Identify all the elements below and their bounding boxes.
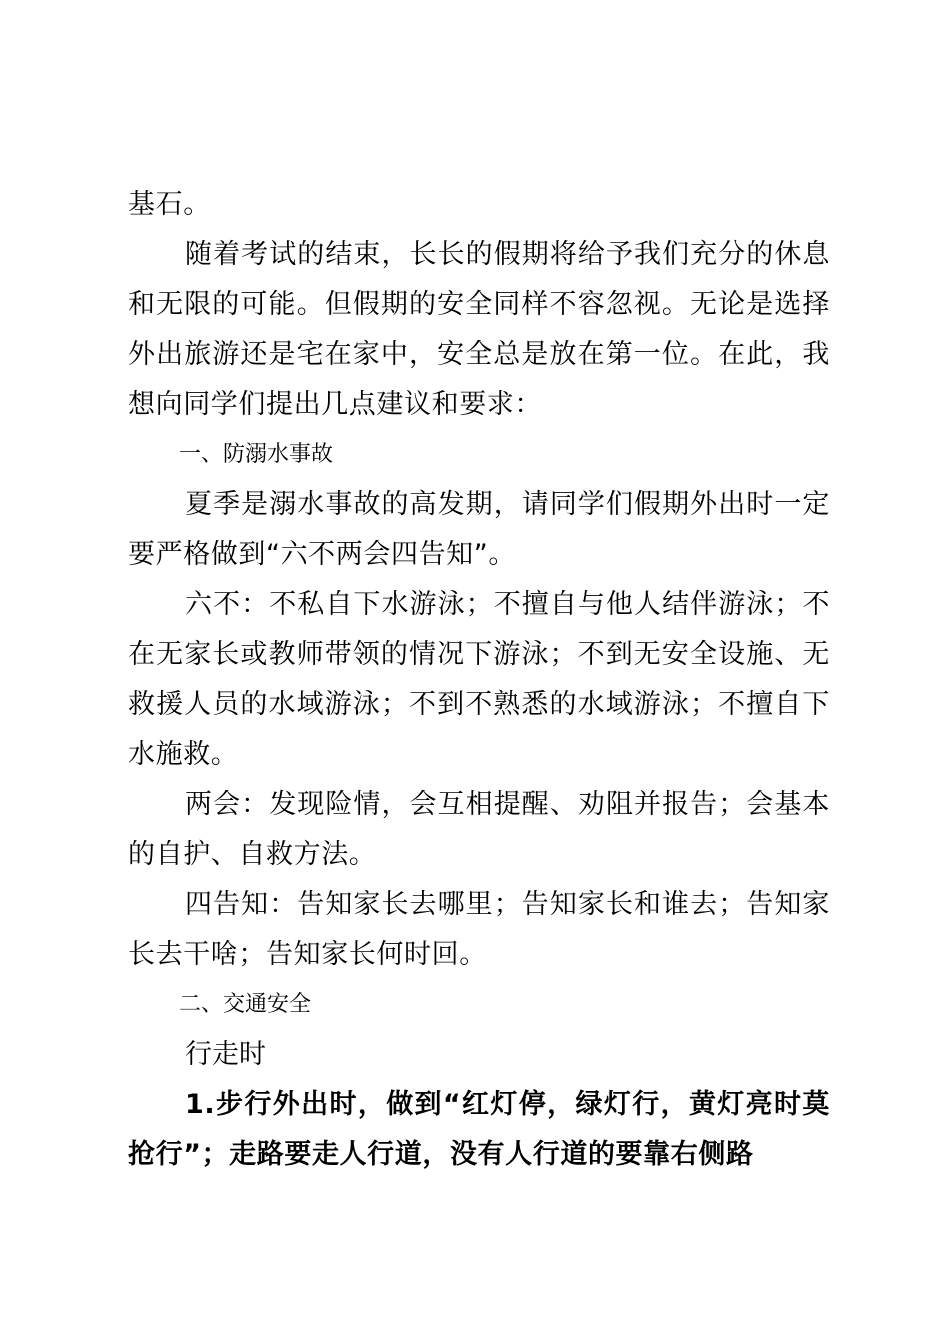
paragraph-six-nots: 六不：不私自下水游泳；不擅自与他人结伴游泳；不在无家长或教师带领的情况下游泳；不到无安全设施、无救援人员的水域游泳；不到不熟悉的水域游泳；不擅自下水施救。 <box>128 589 830 770</box>
paragraph-two-skills: 两会：发现险情，会互相提醒、劝阻并报告；会基本的自护、自救方法。 <box>128 789 830 870</box>
paragraph-drowning-summary: 夏季是溺水事故的高发期，请同学们假期外出时一定要严格做到“六不两会四告知”。 <box>128 489 830 570</box>
section-heading-traffic: 二、交通安全 <box>179 992 312 1017</box>
paragraph-walking-rule-1: 1.步行外出时，做到“红灯停，绿灯行，黄灯亮时莫抢行”；走路要走人行道，没有人行道的要靠右侧路 <box>128 1089 830 1170</box>
subheading-walking: 行走时 <box>185 1039 266 1070</box>
document-body <box>128 180 830 1180</box>
paragraph-four-notices: 四告知：告知家长去哪里；告知家长和谁去；告知家长去干啥；告知家长何时回。 <box>128 889 830 970</box>
section-heading-drowning: 一、防溺水事故 <box>179 442 334 467</box>
paragraph-intro: 随着考试的结束，长长的假期将给予我们充分的休息和无限的可能。但假期的安全同样不容忽视。无论是选择外出旅游还是宅在家中，安全总是放在第一位。在此，我想向同学们提出几点建议和要求： <box>128 239 830 420</box>
paragraph-continuation: 基石。 <box>128 189 211 220</box>
